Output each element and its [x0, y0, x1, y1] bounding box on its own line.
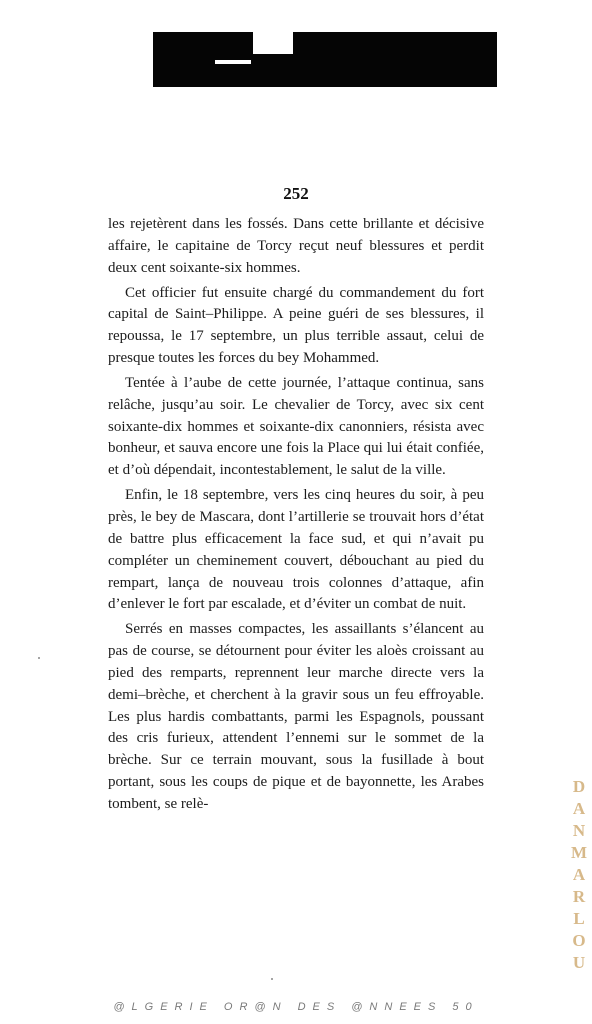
page-number: 252: [283, 184, 309, 203]
paragraph-5: Serrés en masses compactes, les assaillants s’élancent au pas de course, se détournent pour éviter les aloès croissant au pied des remparts, reprennent leur marche directe vers la demi–brèche, et cherchent à la gravir sous un feu effroyable. Les plus hardis combattants, parmi les Espagnols, poussant des cris furieux, attendent l’ennemi sur le sommet de la brèche. Sur ce terrain mouvant, sous la fusillade à bout portant, sous les coups de pique et de bayonnette, les Arabes tombent, se relè-: [108, 621, 484, 812]
redaction-band: [153, 32, 497, 87]
band-gap: [253, 32, 293, 54]
body-text: [108, 214, 484, 816]
side-watermark-letter: O: [572, 931, 586, 950]
side-watermark-letter: L: [573, 909, 585, 928]
side-watermark: [571, 776, 587, 974]
side-watermark-letter: U: [572, 953, 586, 972]
paragraph-2: Cet officier fut ensuite chargé du commandement du fort capital de Saint–Philippe. A peine guéri de ses blessures, il repoussa, le 17 septembre, un plus terrible assaut, celui de presque toutes les forces du bey Mohammed.: [108, 284, 484, 367]
scan-speck: [38, 657, 40, 659]
side-watermark-letter: N: [572, 821, 586, 840]
scan-speck: [271, 978, 273, 980]
paragraph-4: Enfin, le 18 septembre, vers les cinq heures du soir, à peu près, le bey de Mascara, dont l’artillerie se trouvait hors d’état de battre plus efficacement la face sud, et qui n’avait pu compléter un cheminement couvert, débouchant au pied du rempart, lança de nouveau trois colonnes d’attaque, afin d’enlever le fort par escalade, et d’éviter un combat de nuit.: [108, 487, 484, 613]
side-watermark-letter: R: [572, 887, 586, 906]
side-watermark-letter: D: [572, 777, 586, 796]
paragraph-3: Tentée à l’aube de cette journée, l’attaque continua, sans relâche, jusqu’au soir. Le chevalier de Torcy, avec six cent soixante-dix hommes et soixante-dix canonniers, résista avec bonheur, et sauva encore une fois la Place qui lui était confiée, et d’où dépendait, incontestablement, le salut de la ville.: [108, 374, 484, 479]
band-mark: [215, 60, 251, 64]
side-watermark-letter: A: [572, 799, 586, 818]
side-watermark-letter: A: [572, 865, 586, 884]
footer-watermark: @LGERIE OR@N DES @NNEES 50: [113, 1001, 479, 1013]
paragraph-1: les rejetèrent dans les fossés. Dans cette brillante et décisive affaire, le capitaine de Torcy reçut neuf blessures et perdit deux cent soixante-six hommes.: [108, 216, 484, 276]
side-watermark-letter: M: [571, 843, 588, 862]
